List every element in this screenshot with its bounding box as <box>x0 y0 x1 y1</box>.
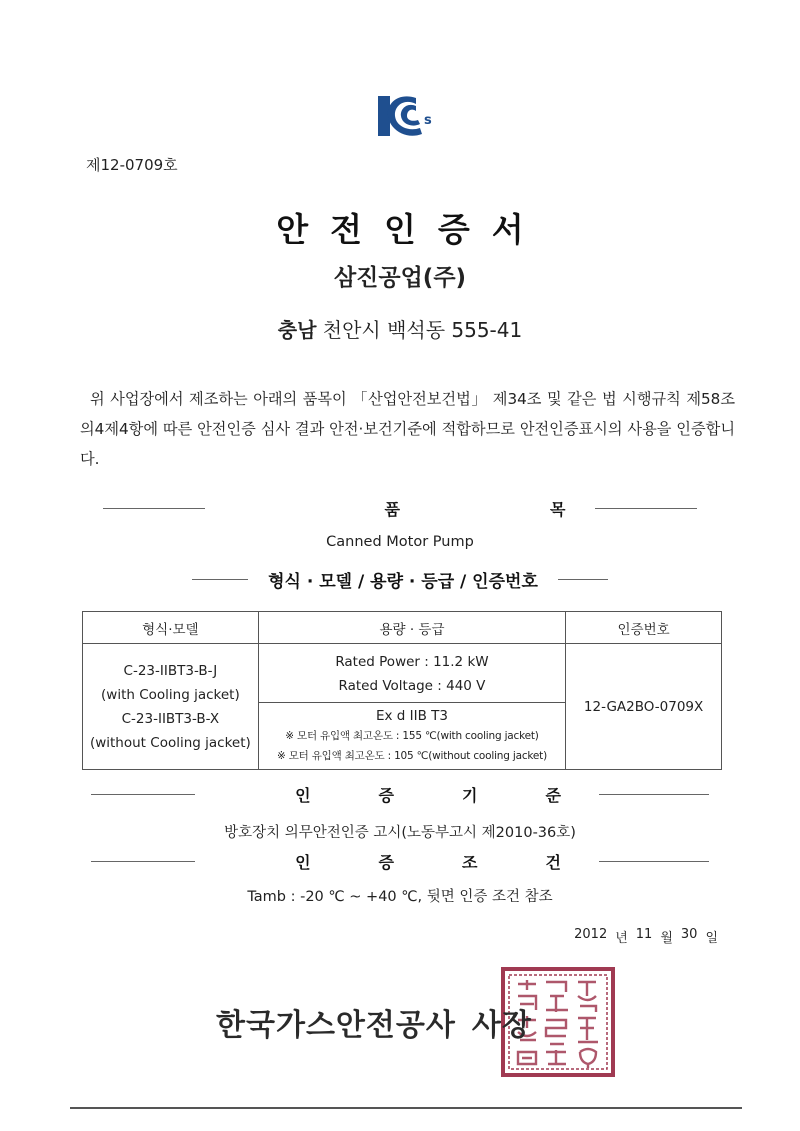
issuer-organization: 한국가스안전공사 <box>216 1008 456 1043</box>
certification-statement: 위 사업장에서 제조하는 아래의 품목이 「산업안전보건법」 제34조 및 같은 법 시행규칙 제58조의4제4항에 따른 안전인증 심사 결과 안전·보건기준에 적합하므로 안전인증표시의 사용을 인증합니다. <box>80 390 735 468</box>
heading-rule-left <box>91 794 195 795</box>
company-address <box>0 314 800 343</box>
address-region: 충남 <box>277 318 317 342</box>
temperature-note: ※ 모터 유입액 최고온도 : 155 ℃(with cooling jacket) <box>285 730 539 742</box>
certificate-number: 제12-0709호 <box>86 156 178 174</box>
heading-rule-right <box>595 508 697 509</box>
table-header-row <box>83 612 722 644</box>
cert-number-cell: 12-GA2BO-0709X <box>566 644 722 770</box>
issuer-signature-line <box>216 1000 532 1044</box>
temperature-note: ※ 모터 유입액 최고온도 : 105 ℃(without cooling jacket) <box>276 750 547 762</box>
model-line: C-23-IIBT3-B-X <box>121 710 220 727</box>
header-cert-number: 인증번호 <box>566 612 722 644</box>
standard-heading-label: 인증기준 <box>295 785 629 805</box>
model-line: C-23-IIBT3-B-J <box>123 662 218 679</box>
rating-cell <box>258 644 565 770</box>
heading-rule-right <box>558 579 608 580</box>
header-rating: 용량 · 등급 <box>258 612 565 644</box>
condition-text: Tamb : -20 ℃ ~ +40 ℃, 뒷면 인증 조건 참조 <box>247 889 553 905</box>
standard-section-heading <box>0 782 800 806</box>
date-day-unit: 일 <box>705 931 718 946</box>
model-heading-label: 형식 · 모델 / 용량 · 등급 / 인증번호 <box>268 571 538 592</box>
date-month-unit: 월 <box>660 931 673 946</box>
svg-text:s: s <box>424 113 432 128</box>
issue-date <box>574 927 718 946</box>
rated-power: Rated Power : 11.2 kW <box>335 654 489 670</box>
heading-rule-right <box>599 861 709 862</box>
ex-grade-block <box>259 703 565 769</box>
company-name: 삼진공업(주) <box>333 265 467 291</box>
condition-section-heading <box>0 849 800 873</box>
table-row <box>83 644 722 770</box>
standard-text: 방호장치 의무안전인증 고시(노동부고시 제2010-36호) <box>224 825 576 841</box>
product-name: Canned Motor Pump <box>326 534 474 550</box>
model-section-heading <box>0 567 800 591</box>
heading-rule-left <box>103 508 205 509</box>
ex-grade: Ex d IIB T3 <box>375 708 448 724</box>
date-year-unit: 년 <box>615 931 628 946</box>
product-heading-label: 품목 <box>384 499 716 519</box>
product-section-heading <box>0 496 800 520</box>
kcs-logo-icon <box>376 90 438 142</box>
issuer-title: 사장 <box>471 1008 532 1043</box>
heading-rule-right <box>599 794 709 795</box>
header-model: 형식·모델 <box>83 612 259 644</box>
heading-rule-left <box>91 861 195 862</box>
date-month: 11 <box>635 927 653 942</box>
certification-spec-table <box>82 611 722 770</box>
model-cell <box>83 644 259 770</box>
model-line: (with Cooling jacket) <box>101 686 240 703</box>
rated-values <box>259 644 565 703</box>
heading-rule-left <box>192 579 248 580</box>
model-line: (without Cooling jacket) <box>89 734 251 751</box>
rated-voltage: Rated Voltage : 440 V <box>338 678 486 694</box>
condition-heading-label: 인증조건 <box>295 852 629 872</box>
bottom-divider <box>70 1106 742 1110</box>
document-title: 안전인증서 <box>276 210 546 249</box>
date-day: 30 <box>680 927 698 942</box>
address-detail: 천안시 백석동 555-41 <box>322 318 523 342</box>
date-year: 2012 <box>574 927 608 942</box>
